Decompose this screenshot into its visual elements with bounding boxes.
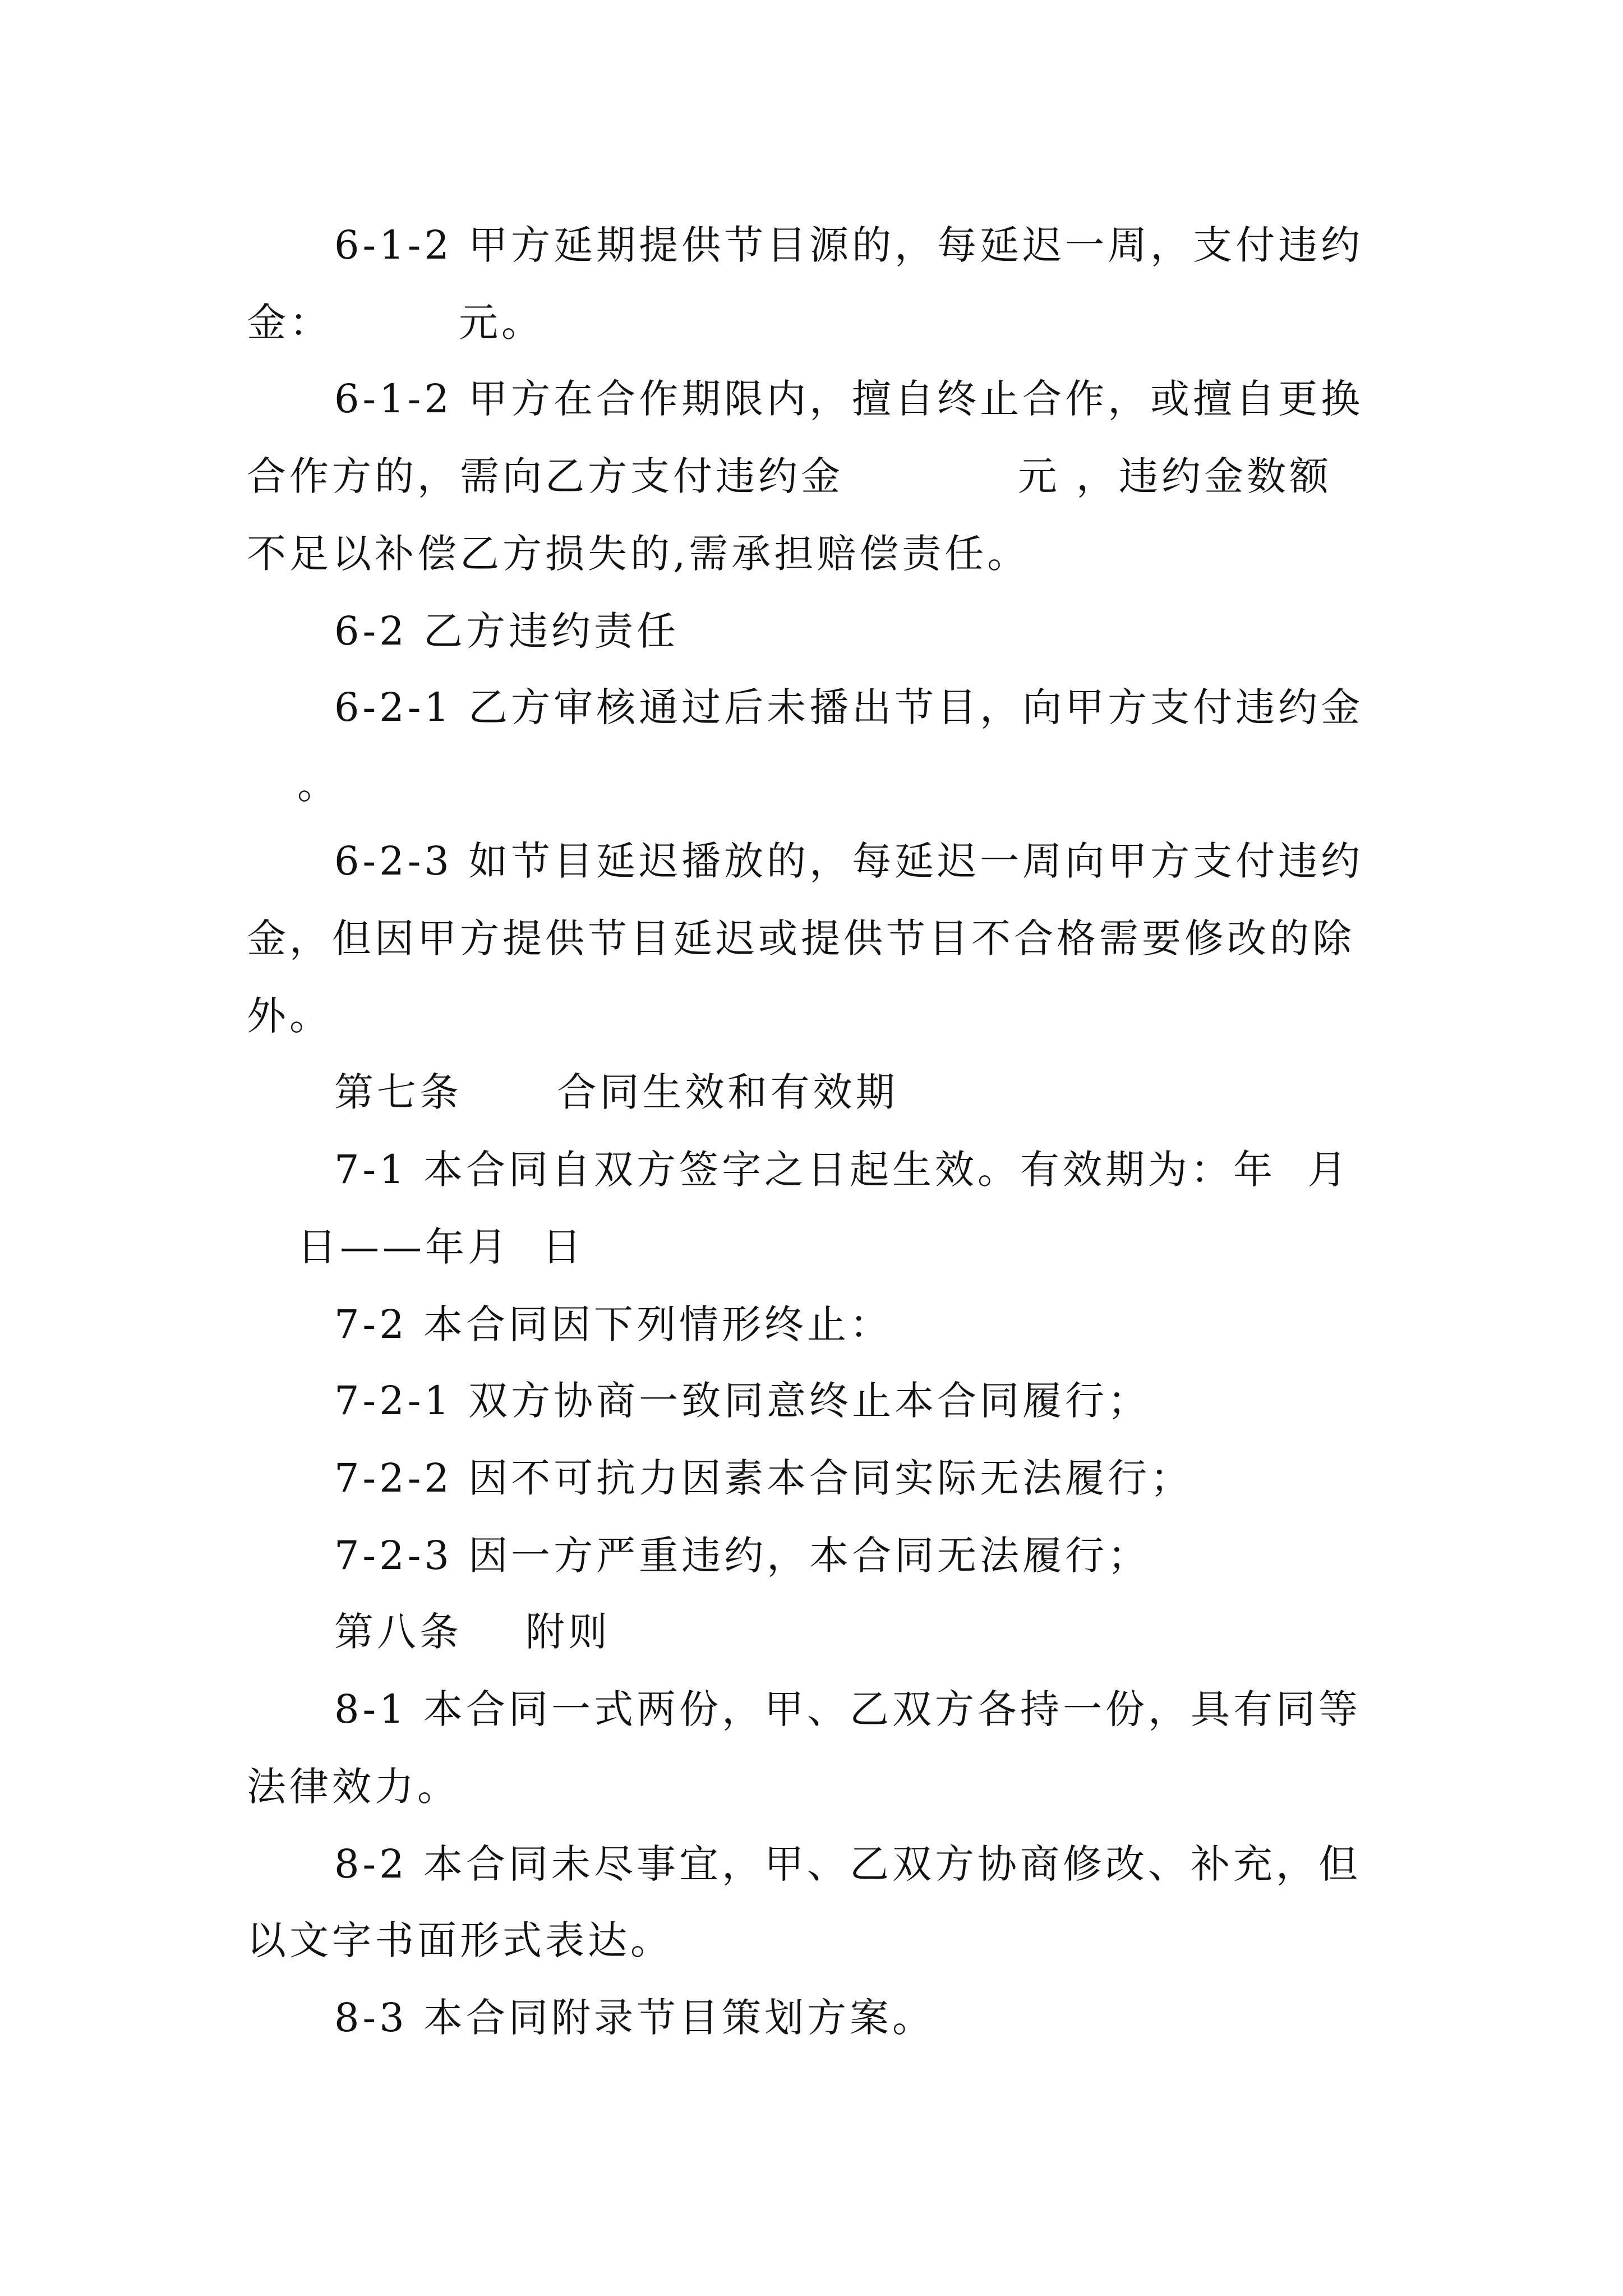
clause-6-1-2-b-line-2: 合作方的，需向乙方支付违约金 元 ，违约金数额 (247, 453, 1332, 499)
clause-7-2-3: 7-2-3 因一方严重违约，本合同无法履行； (334, 1533, 1151, 1579)
article-8-heading: 第八条 附则 (334, 1609, 611, 1655)
clause-8-1-line-1: 8-1 本合同一式两份，甲、乙双方各持一份，具有同等 (334, 1686, 1361, 1732)
clause-7-2-2: 7-2-2 因不可抗力因素本合同实际无法履行； (334, 1455, 1193, 1501)
clause-8-2-line-2: 以文字书面形式表达。 (247, 1917, 673, 1963)
clause-6-1-2-b-line-1: 6-1-2 甲方在合作期限内，擅自终止合作，或擅自更换 (334, 376, 1364, 422)
clause-7-2-1: 7-2-1 双方协商一致同意终止本合同履行； (334, 1378, 1151, 1424)
clause-6-1-2-a-line-1: 6-1-2 甲方延期提供节目源的，每延迟一周，支付违约 (334, 222, 1364, 268)
clause-6-1-2-a-line-2: 金： 元。 (247, 300, 545, 346)
clause-8-3: 8-3 本合同附录节目策划方案。 (334, 1995, 935, 2041)
clause-6-2-3-line-3: 外。 (247, 993, 332, 1039)
clause-6-2-3-line-2: 金，但因甲方提供节目延迟或提供节目不合格需要修改的除 (247, 915, 1355, 961)
clause-6-2-1-line-2: 。 (297, 762, 340, 808)
clause-7-1-line-1: 7-1 本合同自双方签字之日起生效。有效期为：年 月 (334, 1147, 1350, 1193)
clause-6-2-3-line-1: 6-2-3 如节目延迟播放的，每延迟一周向甲方支付违约 (334, 838, 1364, 884)
clause-7-1-line-2: 日——年月 日 (297, 1224, 585, 1270)
clause-8-1-line-2: 法律效力。 (247, 1764, 460, 1810)
clause-7-2: 7-2 本合同因下列情形终止： (334, 1301, 892, 1347)
clause-6-2-1-line-1: 6-2-1 乙方审核通过后未播出节目，向甲方支付违约金 (334, 684, 1364, 730)
clause-6-2-heading: 6-2 乙方违约责任 (334, 608, 679, 654)
clause-6-1-2-b-line-3: 不足以补偿乙方损失的,需承担赔偿责任。 (247, 531, 1030, 577)
article-7-heading: 第七条 合同生效和有效期 (334, 1069, 898, 1115)
clause-8-2-line-1: 8-2 本合同未尽事宜，甲、乙双方协商修改、补充，但 (334, 1841, 1361, 1887)
